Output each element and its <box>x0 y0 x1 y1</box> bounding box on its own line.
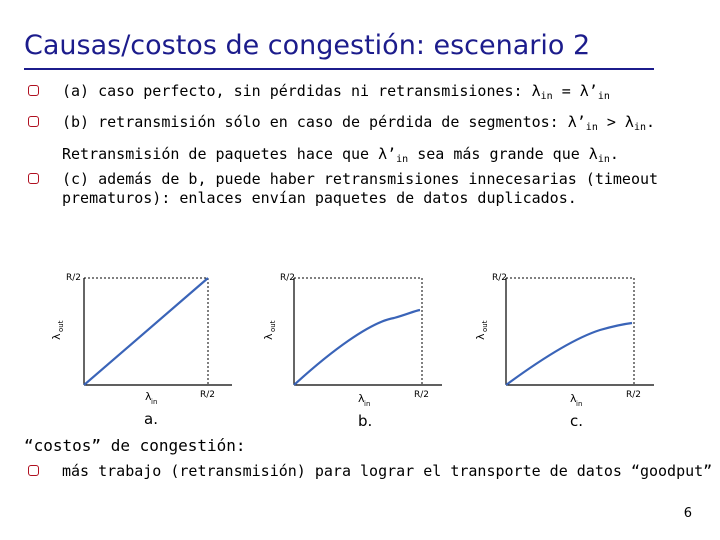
title-underline <box>24 68 654 70</box>
bullet-box-icon <box>28 465 39 476</box>
svg-text:in: in <box>576 400 583 408</box>
bullet-b: (b) retransmisión sólo en caso de pérdida de segmentos: $\lambda’_{in} > \lambda_{in}$. Retransmisión de paquetes hace que $\lambda’_{in}$ sea más grande que $\lambda_{in}$. <box>24 113 704 169</box>
svg-text:λ: λ <box>262 333 275 340</box>
svg-text:λ: λ <box>474 333 487 340</box>
throughput-graphs <box>0 240 720 440</box>
svg-text:in: in <box>151 398 158 406</box>
bullet-b-continuation: Retransmisión de paquetes hace que $\lambda’_{in}$ sea más grande que $\lambda_{in}$. <box>62 145 619 165</box>
y-axis-label <box>474 320 489 340</box>
graph-caption: c. <box>570 412 584 430</box>
y-max-label: R/2 <box>492 273 508 283</box>
x-max-label: R/2 <box>414 390 430 400</box>
throughput-curve-c <box>506 323 632 385</box>
y-max-label: R/2 <box>66 273 82 283</box>
x-axis-label <box>358 392 370 408</box>
costs-heading: “costos” de congestión: <box>24 436 246 455</box>
graph-a <box>50 273 232 428</box>
svg-text:λ: λ <box>50 333 63 340</box>
costs-bullet: más trabajo (retransmisión) para lograr el transporte de datos “goodput” <box>24 462 712 480</box>
svg-text:λ: λ <box>358 392 365 405</box>
svg-text:in: in <box>364 400 371 408</box>
x-axis-label <box>145 390 157 406</box>
graph-b <box>262 273 442 430</box>
bullet-list <box>24 82 704 215</box>
y-axis-label <box>50 320 65 340</box>
throughput-curve-b <box>294 310 420 385</box>
svg-text:out: out <box>57 320 65 332</box>
bullet-c: (c) además de b, puede haber retransmisiones innecesarias (timeout prematuros): enlaces envían paquetes de datos duplicados. <box>24 170 704 208</box>
graph-caption: a. <box>144 410 158 428</box>
x-axis-label <box>570 392 582 408</box>
svg-text:λ: λ <box>570 392 577 405</box>
y-axis-label <box>262 320 277 340</box>
bullet-box-icon <box>28 85 39 96</box>
bullet-a: (a) caso perfecto, sin pérdidas ni retransmisiones: $\lambda_{in}$ = $\lambda’_{in}$ <box>24 82 704 106</box>
svg-text:out: out <box>481 320 489 332</box>
graph-caption: b. <box>358 412 373 430</box>
page-number: 6 <box>683 506 692 521</box>
bullet-box-icon <box>28 173 39 184</box>
svg-text:out: out <box>269 320 277 332</box>
svg-text:λ: λ <box>145 390 152 403</box>
graph-c <box>474 273 654 430</box>
x-max-label: R/2 <box>200 390 216 400</box>
throughput-curve-a <box>84 278 208 385</box>
slide-title: Causas/costos de congestión: escenario 2 <box>24 30 591 61</box>
y-max-label: R/2 <box>280 273 296 283</box>
x-max-label: R/2 <box>626 390 642 400</box>
bullet-box-icon <box>28 116 39 127</box>
